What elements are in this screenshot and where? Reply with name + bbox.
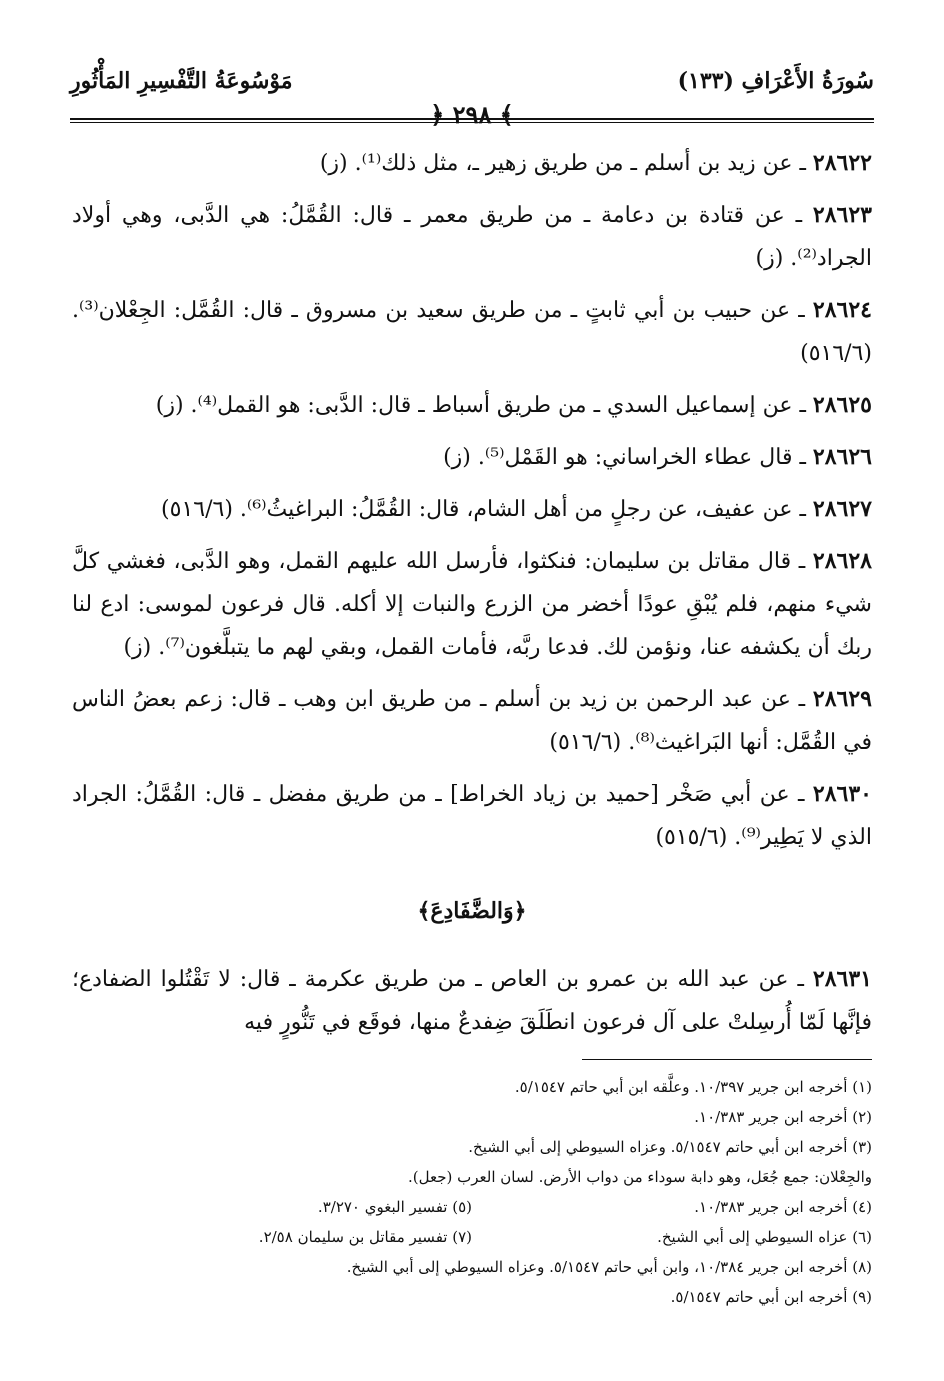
entry-number: ٢٨٦٣٠ <box>812 781 872 807</box>
entry-number: ٢٨٦٢٧ <box>812 496 872 522</box>
entry-number: ٢٨٦٢٥ <box>812 392 872 418</box>
surah-title: سُورَةُ الأَعْرَافِ (١٣٣) <box>677 68 874 94</box>
footnote: (٤) أخرجه ابن جرير ١٠/٣٨٣. <box>694 1198 872 1216</box>
main-text-continued <box>72 958 872 1053</box>
narration-entry <box>72 540 872 669</box>
book-title: مَوْسُوعَةُ التَّفْسِيرِ المَأْثُورِ <box>70 68 293 94</box>
header-rule-thin <box>70 122 874 123</box>
page-header <box>70 60 874 129</box>
entry-text: ـ عن زيد بن أسلم ـ من طريق زهير ـ، مثل ذلك⁽¹⁾. (ز) <box>319 151 813 176</box>
footnote: (٣) أخرجه ابن أبي حاتم ٥/١٥٤٧. وعزاه السيوطي إلى أبي الشيخ. <box>468 1138 872 1156</box>
narration-entry <box>72 958 872 1044</box>
narration-entry <box>72 289 872 375</box>
footnote: (٢) أخرجه ابن جرير ١٠/٣٨٣. <box>694 1108 872 1126</box>
narration-entry <box>72 488 872 531</box>
narration-entry <box>72 194 872 280</box>
page-number: ﴾ ٢٩٨ ﴿ <box>430 100 514 129</box>
entry-text: ـ عن قتادة بن دعامة ـ من طريق معمر ـ قال: القُمَّلُ: هي الدَّبى، وهي أولاد الجراد⁽²⁾. (ز) <box>72 203 872 271</box>
header-rule <box>70 118 874 120</box>
footnote-separator <box>582 1059 872 1060</box>
entry-text: ـ عن عبد الله بن عمرو بن العاص ـ من طريق عكرمة ـ قال: لا تَقْتُلوا الضفادع؛ فإنَّها لَمّا أُرسِلتْ على آل فرعون انطَلَقَ ضِفدعٌ منها، فوقَع في تَنُّورٍ فيه <box>72 967 872 1035</box>
narration-entry <box>72 384 872 427</box>
entry-number: ٢٨٦٢٣ <box>812 202 872 228</box>
narration-entry <box>72 436 872 479</box>
entry-number: ٢٨٦٢٨ <box>812 548 872 574</box>
narration-entry <box>72 678 872 764</box>
entry-number: ٢٨٦٢٤ <box>812 297 872 323</box>
entry-number: ٢٨٦٢٩ <box>812 686 872 712</box>
narration-entry <box>72 773 872 859</box>
footnote-pair <box>72 1222 872 1252</box>
entry-number: ٢٨٦٢٦ <box>812 444 872 470</box>
narration-entry <box>72 142 872 185</box>
footnote: (٩) أخرجه ابن أبي حاتم ٥/١٥٤٧. <box>670 1288 872 1306</box>
entry-text: ـ عن إسماعيل السدي ـ من طريق أسباط ـ قال: الدَّبى: هو القمل⁽⁴⁾. (ز) <box>155 393 813 418</box>
entry-text: ـ عن عبد الرحمن بن زيد بن أسلم ـ من طريق ابن وهب ـ قال: زعم بعضُ الناس في القُمَّل: أنها البَراغيث⁽⁸⁾. (٥١٦/٦) <box>72 687 872 755</box>
entry-number: ٢٨٦٣١ <box>812 966 872 992</box>
entry-text: ـ عن عفيف، عن رجلٍ من أهل الشام، قال: القُمَّلُ: البراغيثُ⁽⁶⁾. (٥١٦/٦) <box>161 497 813 522</box>
footnote-pair <box>72 1192 872 1222</box>
entry-text: ـ قال عطاء الخراساني: هو القَمْل⁽⁵⁾. (ز) <box>443 445 813 470</box>
section-heading: ﴿وَالضَّفَادِعَ﴾ <box>417 898 527 924</box>
entry-text: ـ عن حبيب بن أبي ثابتٍ ـ من طريق سعيد بن مسروق ـ قال: القُمَّل: الجِعْلان⁽³⁾. (٥١٦/٦) <box>72 298 872 366</box>
footnote: والجِعْلان: جمع جُعَل، وهو دابة سوداء من دواب الأرض. لسان العرب (جعل). <box>408 1168 872 1186</box>
footnote: (٥) تفسير البغوي ٣/٢٧٠. <box>317 1198 472 1216</box>
main-text <box>72 142 872 868</box>
footnote: (٦) عزاه السيوطي إلى أبي الشيخ. <box>657 1228 872 1246</box>
entry-text: ـ عن أبي صَخْر [حميد بن زياد الخراط] ـ من طريق مفضل ـ قال: القُمَّلُ: الجراد الذي لا يَطِير⁽⁹⁾. (٥١٥/٦) <box>72 782 872 850</box>
footnote: (٧) تفسير مقاتل بن سليمان ٢/٥٨. <box>258 1228 472 1246</box>
entry-number: ٢٨٦٢٢ <box>812 150 872 176</box>
footnotes <box>72 1072 872 1312</box>
footnote: (٨) أخرجه ابن جرير ١٠/٣٨٤، وابن أبي حاتم ٥/١٥٤٧. وعزاه السيوطي إلى أبي الشيخ. <box>346 1258 872 1276</box>
footnote: (١) أخرجه ابن جرير ١٠/٣٩٧. وعلَّقه ابن أبي حاتم ٥/١٥٤٧. <box>514 1078 872 1096</box>
entry-text: ـ قال مقاتل بن سليمان: فنكثوا، فأرسل الله عليهم القمل، وهو الدَّبى، فغشي كلَّ شيء منهم، فلم يُبْقِ عودًا أخضر من الزرع والنبات إلا أكله. قال فرعون لموسى: ادع لنا ربك أن يكشفه عنا، ونؤمن لك. فدعا ربَّه، فأمات القمل، وبقي لهم ما يتبلَّغون⁽⁷⁾. (ز) <box>72 549 872 660</box>
